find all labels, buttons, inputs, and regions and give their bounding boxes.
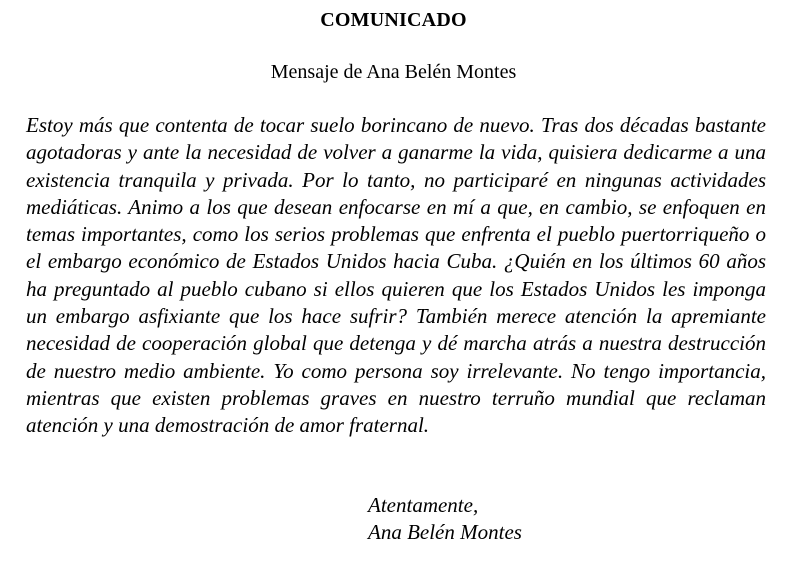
document-subtitle: Mensaje de Ana Belén Montes <box>270 61 517 83</box>
document-title: COMUNICADO <box>320 9 467 31</box>
closing-salutation: Atentamente, <box>368 493 479 517</box>
signature-name: Ana Belén Montes <box>368 520 522 544</box>
message-body: Estoy más que contenta de tocar suelo borincano de nuevo. Tras dos décadas bastante agotadoras y ante la necesidad de volver a ganarme la vida, quisiera dedicarme a una existencia tranquila y privada. Por lo tanto, no participaré en ningunas actividades mediáticas. Animo a los que desean enfocarse en mí a que, en cambio, se enfoquen en temas importantes, como los serios problemas que enfrenta el pueblo puertorriqueño o el embargo económico de Estados Unidos hacia Cuba. ¿Quién en los últimos 60 años ha preguntado al pueblo cubano si ellos quieren que los Estados Unidos les imponga un embargo asfixiante que los hace sufrir? También merece atención la apremiante necesidad de cooperación global que detenga y dé marcha atrás a nuestra destrucción de nuestro medio ambiente. Yo como persona soy irrelevante. No tengo importancia, mientras que existen problemas graves en nuestro terruño mundial que reclaman atención y una demostración de amor fraternal. <box>26 113 766 438</box>
